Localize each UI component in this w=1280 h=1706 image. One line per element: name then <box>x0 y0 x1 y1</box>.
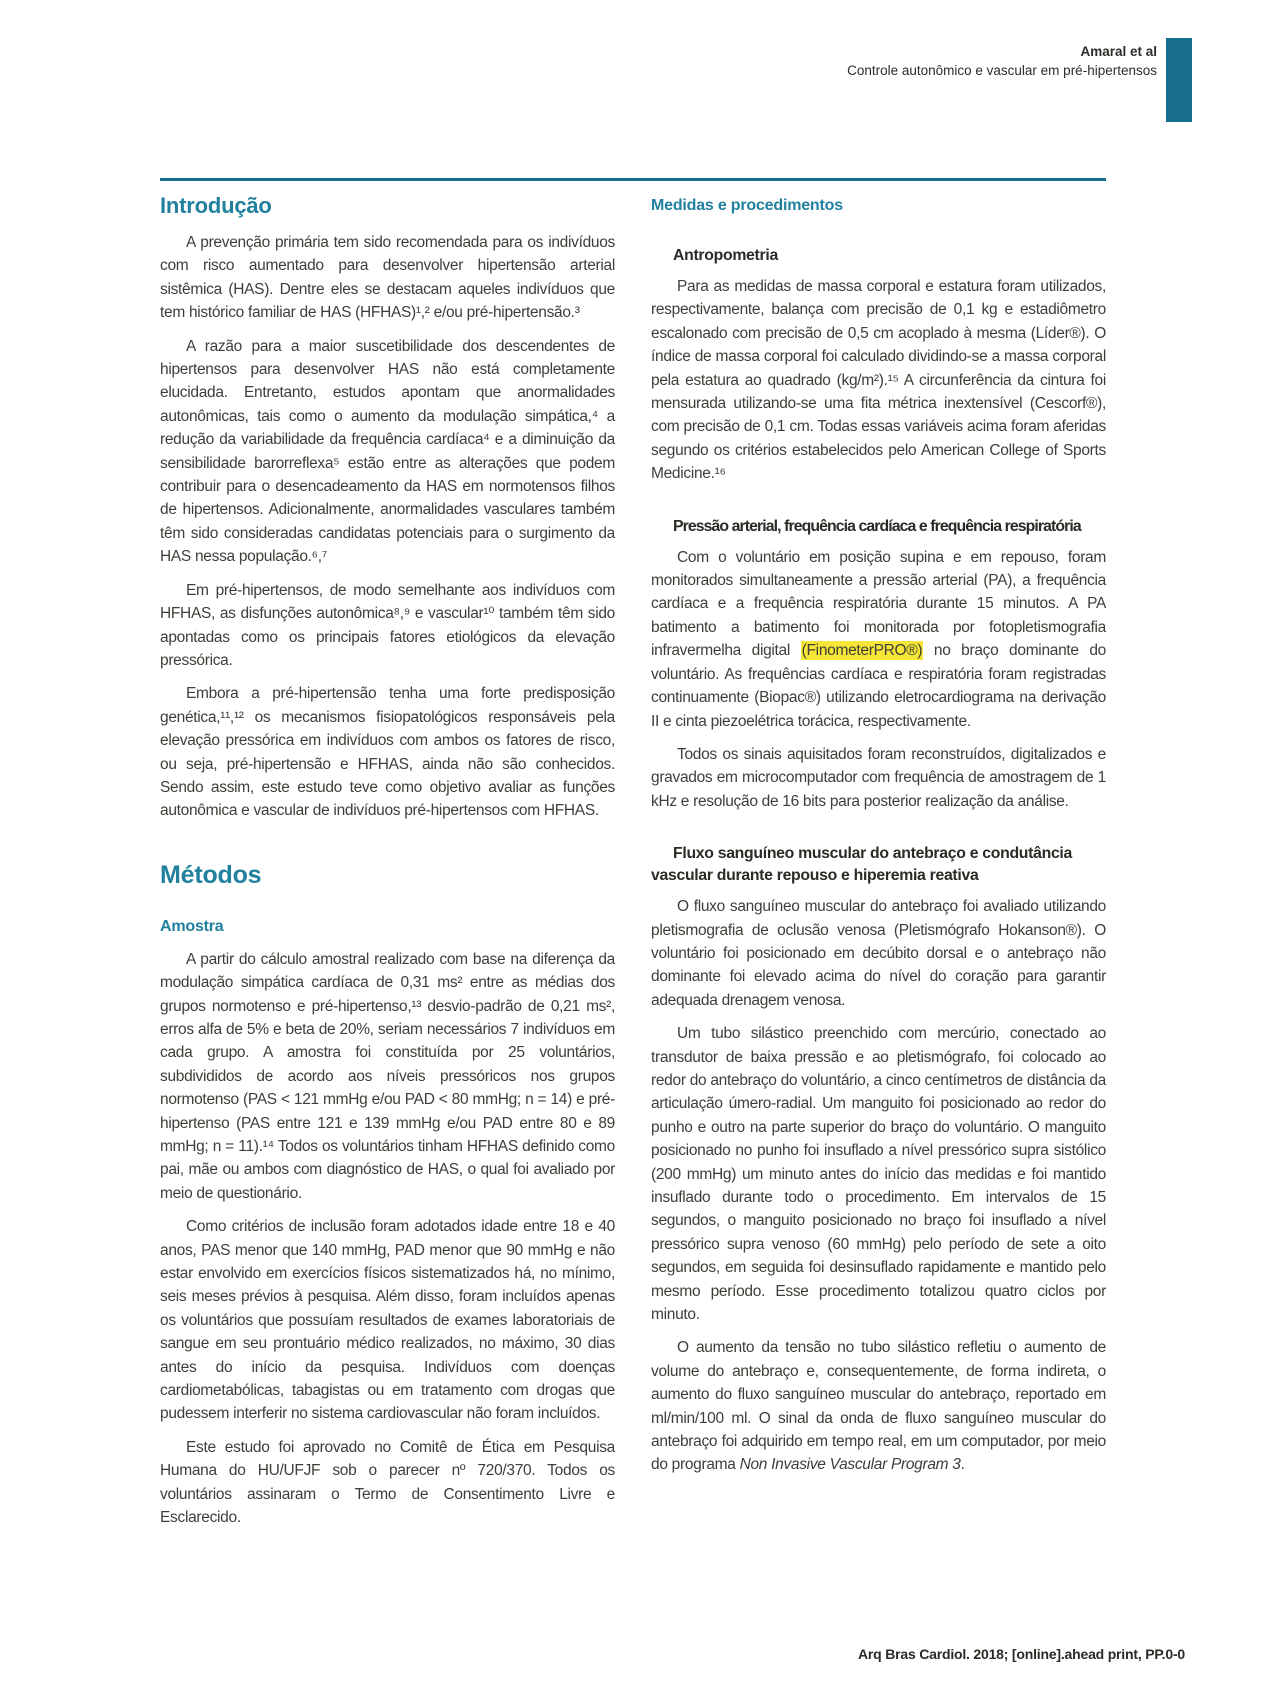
section-title-metodos: Métodos <box>160 860 262 889</box>
fluxo-paragraph-3-text: O aumento da tensão no tubo silástico refletiu o aumento de volume do antebraço e, consequentemente, de forma indireta, o aumento do fluxo sanguíneo muscular do antebraço, reportado em ml/min/100 ml. O sinal da onda de fluxo sanguíneo muscular do antebraço foi adquirido em tempo real, em um computador, por meio do programa <box>651 1339 1106 1474</box>
amostra-paragraph-2: Como critérios de inclusão foram adotados idade entre 18 e 40 anos, PAS menor que 140 mmHg, PAD menor que 90 mmHg e não estar envolvido em exercícios físicos sistematizados há, no mínimo, seis meses prévios à pesquisa. Além disso, foram incluídos apenas os voluntários que possuíam resultados de exames laboratoriais de sangue em seu prontuário médico realizados, no máximo, 30 dias antes do início da pesquisa. Indivíduos com doenças cardiometabólicas, tabagistas ou em tratamento com drogas que pudessem interferir no sistema cardiovascular não foram incluídos. <box>160 1218 615 1423</box>
pressao-paragraph-1 <box>651 546 1106 733</box>
running-head-title: Controle autonômico e vascular em pré-hipertensos <box>847 63 1157 78</box>
pressao-paragraph-2: Todos os sinais aquisitados foram reconstruídos, digitalizados e gravados em microcomputador com frequência de amostragem de 1 kHz e resolução de 16 bits para posterior realização da análise. <box>651 745 1106 810</box>
subsection-title-amostra: Amostra <box>160 917 224 935</box>
fluxo-paragraph-1: O fluxo sanguíneo muscular do antebraço foi avaliado utilizando pletismografia de oclusão venosa (Pletismógrafo Hokanson®). O voluntário foi posicionado em decúbito dorsal e o antebraço não dominante foi elevado acima do nível do coração para garantir adequada drenagem venosa. <box>651 898 1106 1009</box>
right-column <box>651 181 1106 1540</box>
amostra-paragraph-1: A partir do cálculo amostral realizado com base na diferença da modulação simpática cardíaca de 0,31 ms² entre as médias dos grupos normotenso e pré-hipertenso,¹³ desvio-padrão de 0,21 ms², erros alfa de 5% e beta de 20%, seriam necessários 7 indivíduos em cada grupo. A amostra foi constituída por 25 voluntários, subdivididos de acordo aos níveis pressóricos nos grupos normotenso (PAS < 121 mmHg e/ou PAD < 80 mmHg; n = 14) e pré-hipertenso (PAS entre 121 e 139 mmHg e/ou PAD entre 80 e 89 mmHg; n = 11).¹⁴ Todos os voluntários tinham HFHAS definido como pai, mãe ou ambos com diagnóstico de HAS, o qual foi avaliado por meio de questionário. <box>160 950 615 1202</box>
fluxo-paragraph-3-rest: . <box>960 1456 965 1474</box>
running-head <box>847 42 1157 80</box>
subsubsection-title-fluxo-sanguineo: Fluxo sanguíneo muscular do antebraço e condutância vascular durante repouso e hiperemia reativa <box>651 845 1073 885</box>
antropometria-paragraph-1: Para as medidas de massa corporal e estatura foram utilizados, respectivamente, balança com precisão de 0,1 kg e estadiômetro escalonado com precisão de 0,5 cm acoplado à mesma (Líder®). O índice de massa corporal foi calculado dividindo-se a massa corporal pela estatura ao quadrado (kg/m²).¹⁵ A circunferência da cintura foi mensurada utilizando-se uma fita métrica inextensível (Cescorf®), com precisão de 0,1 cm. Todas essas variáveis acima foram aferidas segundo os critérios estabelecidos pelo American College of Sports Medicine.¹⁶ <box>651 278 1106 483</box>
running-head-authors: Amaral et al <box>1080 44 1157 59</box>
intro-paragraph-2: A razão para a maior suscetibilidade dos descendentes de hipertensos para desenvolver HAS não está completamente elucidada. Entretanto, estudos apontam que anormalidades autonômicas, tais como o aumento da modulação simpática,⁴ a redução da variabilidade da frequência cardíaca⁴ e a diminuição da sensibilidade barorreflexa⁵ estão entre as alterações que podem contribuir para o desencadeamento da HAS em normotensos filhos de hipertensos. Adicionalmente, anormalidades vasculares também têm sido consideradas candidatas potenciais para o surgimento da HAS nessa população.⁶,⁷ <box>160 337 615 566</box>
subsection-title-medidas: Medidas e procedimentos <box>651 197 843 214</box>
intro-paragraph-3: Em pré-hipertensos, de modo semelhante aos indivíduos com HFHAS, as disfunções autonômica⁸,⁹ e vascular¹⁰ também têm sido apontadas como os principais fatores etiológicos da elevação pressórica. <box>160 581 615 669</box>
section-title-introducao: Introdução <box>160 193 272 218</box>
page-citation-footer: Arq Bras Cardiol. 2018; [online].ahead print, PP.0-0 <box>858 1646 1185 1662</box>
left-column <box>160 181 615 1540</box>
fluxo-paragraph-3 <box>651 1336 1106 1476</box>
intro-paragraph-4: Embora a pré-hipertensão tenha uma forte predisposição genética,¹¹,¹² os mecanismos fisiopatológicos responsáveis pela elevação pressórica em indivíduos com ambos os fatores de risco, ou seja, pré-hipertensão e HFHAS, ainda não são conhecidos. Sendo assim, este estudo teve como objetivo avaliar as funções autonômica e vascular de indivíduos pré-hipertensos com HFHAS. <box>160 685 615 820</box>
intro-paragraph-1: A prevenção primária tem sido recomendada para os indivíduos com risco aumentado para desenvolver hipertensão arterial sistêmica (HAS). Dentre eles se destacam aqueles indivíduos que tem histórico familiar de HAS (HFHAS)¹,² e/ou pré-hipertensão.³ <box>160 234 615 322</box>
finometer-highlight: (FinometerPRO®) <box>801 642 923 660</box>
subsubsection-title-antropometria: Antropometria <box>673 247 778 264</box>
article-body <box>160 178 1106 1540</box>
pressao-paragraph-1-text: Com o voluntário em posição supina e em repouso, foram monitorados simultaneamente a pressão arterial (PA), a frequência cardíaca e a frequência respiratória durante 15 minutos. A PA batimento a batimento foi monitorada por fotopletismografia infravermelha digital <box>651 548 1106 660</box>
fluxo-paragraph-2: Um tubo silástico preenchido com mercúrio, conectado ao transdutor de baixa pressão e ao pletismógrafo, foi colocado ao redor do antebraço do voluntário, a cinco centímetros de distância da articulação úmero-radial. Um manguito foi posicionado ao redor do punho e outro na parte superior do braço do voluntário. O manguito posicionado no punho foi insuflado a nível pressórico supra sistólico (200 mmHg) um minuto antes do início das medidas e foi mantido insuflado durante todo o procedimento. Em intervalos de 15 segundos, o manguito posicionado no braço foi insuflado a nível pressórico supra venoso (60 mmHg) pelo período de sete a oito segundos, em seguida foi desinsuflado rapidamente e mantido pelo mesmo período. Esse procedimento totalizou quatro ciclos por minuto. <box>651 1025 1106 1324</box>
accent-corner-bar <box>1166 38 1192 122</box>
pressao-paragraph-1-rest: no braço dominante do voluntário. As frequências cardíaca e respiratória foram registradas continuamente (Biopac®) utilizando eletrocardiograma na derivação II e cinta piezoelétrica torácica, respectivamente. <box>651 642 1106 730</box>
program-name-italic: Non Invasive Vascular Program 3 <box>739 1456 961 1474</box>
amostra-paragraph-3: Este estudo foi aprovado no Comitê de Ética em Pesquisa Humana do HU/UFJF sob o parecer nº 720/370. Todos os voluntários assinaram o Termo de Consentimento Livre e Esclarecido. <box>160 1438 615 1527</box>
subsubsection-title-pressao-arterial: Pressão arterial, frequência cardíaca e frequência respiratória <box>673 517 1081 535</box>
